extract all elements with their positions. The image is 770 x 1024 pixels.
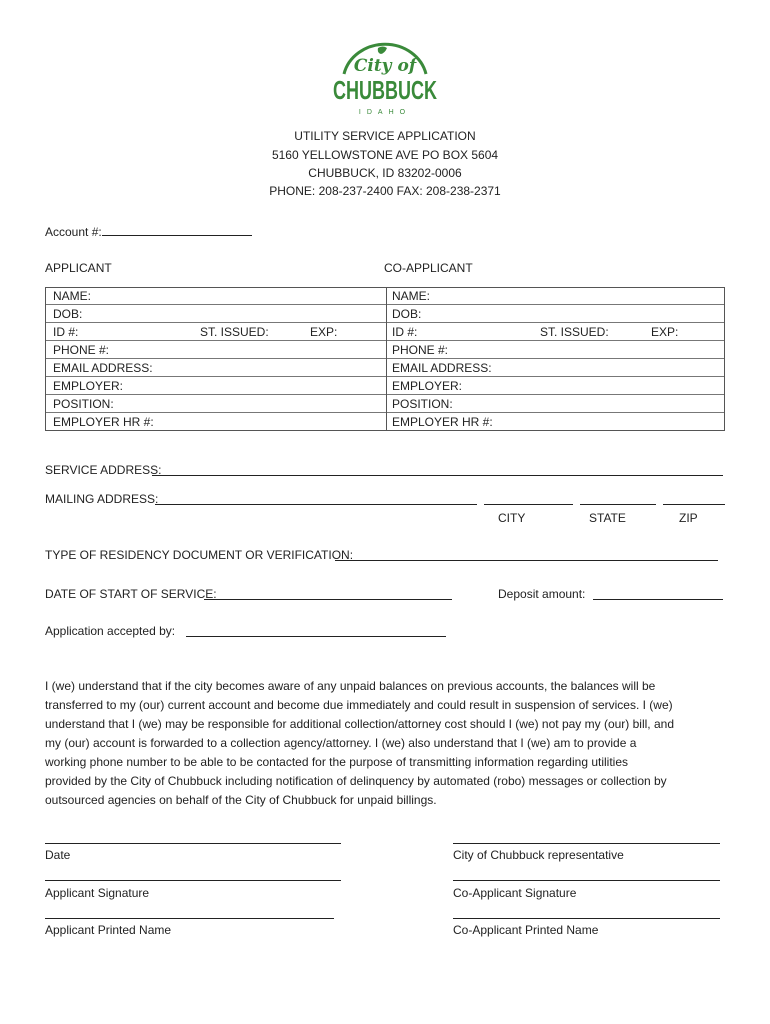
- accepted-by-input[interactable]: [186, 635, 446, 637]
- coapplicant-name-label: NAME:: [392, 289, 431, 303]
- mailing-city-input[interactable]: [484, 503, 573, 505]
- account-field: [45, 223, 252, 239]
- coapplicant-dob-row[interactable]: [387, 306, 724, 323]
- deposit-input[interactable]: [593, 598, 723, 600]
- mailing-zip-input[interactable]: [663, 503, 725, 505]
- coapplicant-employer-label: EMPLOYER:: [392, 379, 463, 393]
- deposit-label: Deposit amount:: [498, 587, 586, 601]
- residency-label: TYPE OF RESIDENCY DOCUMENT OR VERIFICATION:: [45, 548, 354, 562]
- applicant-printed-name-line[interactable]: [45, 917, 334, 919]
- applicant-table: [45, 287, 725, 431]
- coapplicant-printed-name-label: Co-Applicant Printed Name: [453, 923, 599, 937]
- coapplicant-heading: CO-APPLICANT: [384, 261, 473, 275]
- address-line: 5160 YELLOWSTONE AVE PO BOX 5604: [271, 148, 499, 162]
- applicant-exp-label: EXP:: [310, 325, 338, 339]
- applicant-phone-label: PHONE #:: [53, 343, 110, 357]
- logo-top-text: City of: [353, 56, 417, 76]
- start-date-label: DATE OF START OF SERVICE:: [45, 587, 217, 601]
- coapplicant-signature-line[interactable]: [453, 879, 720, 881]
- service-address-input[interactable]: [152, 474, 723, 476]
- applicant-email-row[interactable]: [46, 360, 386, 377]
- terms-line: understand that I (we) may be responsible for additional collection/attorney cost should I (we) not pay my (our) bill, and: [45, 717, 674, 731]
- date-label: Date: [45, 848, 71, 862]
- coapplicant-id-label: ID #:: [392, 325, 418, 339]
- applicant-position-label: POSITION:: [53, 397, 114, 411]
- applicant-email-label: EMAIL ADDRESS:: [53, 361, 153, 375]
- coapplicant-position-row[interactable]: [387, 396, 724, 413]
- terms-line: my (our) account is forwarded to a collection agency/attorney. I (we) also understand that I (we) am to provide a: [45, 736, 637, 750]
- coapplicant-email-label: EMAIL ADDRESS:: [392, 361, 492, 375]
- coapplicant-signature-label: Co-Applicant Signature: [453, 886, 577, 900]
- applicant-employer-row[interactable]: [46, 378, 386, 395]
- coapplicant-employer-row[interactable]: [387, 378, 724, 395]
- city-logo: [330, 44, 440, 118]
- applicant-id-label: ID #:: [53, 325, 79, 339]
- city-rep-label: City of Chubbuck representative: [453, 848, 624, 862]
- terms-line: I (we) understand that if the city becomes aware of any unpaid balances on previous accounts, the balances will be: [45, 679, 656, 693]
- coapplicant-printed-name-line[interactable]: [453, 917, 720, 919]
- form-title: UTILITY SERVICE APPLICATION: [294, 129, 476, 143]
- coapplicant-employer-hr-label: EMPLOYER HR #:: [392, 415, 493, 429]
- terms-line: working phone number to be able to be contacted for the purpose of transmitting information regarding utilities: [45, 755, 629, 769]
- mailing-address-label: MAILING ADDRESS:: [45, 492, 159, 506]
- coapplicant-position-label: POSITION:: [392, 397, 453, 411]
- applicant-name-row[interactable]: [46, 288, 386, 305]
- applicant-position-row[interactable]: [46, 396, 386, 413]
- applicant-dob-label: DOB:: [53, 307, 83, 321]
- applicant-st-issued-label: ST. ISSUED:: [200, 325, 269, 339]
- applicant-name-label: NAME:: [53, 289, 92, 303]
- applicant-phone-row[interactable]: [46, 342, 386, 359]
- mailing-state-input[interactable]: [580, 503, 656, 505]
- city-state-zip-line: CHUBBUCK, ID 83202-0006: [308, 166, 462, 180]
- coapplicant-email-row[interactable]: [387, 360, 724, 377]
- terms-line: outsourced agencies on behalf of the City of Chubbuck for unpaid billings.: [45, 793, 437, 807]
- applicant-employer-hr-label: EMPLOYER HR #:: [53, 415, 154, 429]
- coapplicant-name-row[interactable]: [387, 288, 724, 305]
- applicant-employer-label: EMPLOYER:: [53, 379, 124, 393]
- terms-line: transferred to my (our) current account and become due immediately and could result in suspension of services. I (we): [45, 698, 673, 712]
- applicant-printed-name-label: Applicant Printed Name: [45, 923, 172, 937]
- city-rep-signature-line[interactable]: [453, 842, 720, 844]
- phone-fax-line: PHONE: 208-237-2400 FAX: 208-238-2371: [269, 184, 501, 198]
- coapplicant-exp-label: EXP:: [651, 325, 679, 339]
- coapplicant-st-issued-label: ST. ISSUED:: [540, 325, 609, 339]
- applicant-dob-row[interactable]: [46, 306, 386, 323]
- terms-line: provided by the City of Chubbuck including notification of delinquency by automated (robo) messages or collection by: [45, 774, 667, 788]
- account-label: Account #:: [45, 225, 102, 239]
- applicant-heading: APPLICANT: [45, 261, 112, 275]
- applicant-signature-label: Applicant Signature: [45, 886, 150, 900]
- coapplicant-phone-row[interactable]: [387, 342, 724, 359]
- start-date-input[interactable]: [204, 598, 452, 600]
- coapplicant-dob-label: DOB:: [392, 307, 422, 321]
- logo-main-text: CHUBBUCK: [333, 75, 438, 105]
- city-seal-icon: [330, 44, 440, 118]
- city-label: CITY: [498, 511, 526, 525]
- terms-paragraph: [45, 677, 735, 810]
- account-input[interactable]: [102, 223, 252, 236]
- applicant-signature-line[interactable]: [45, 879, 341, 881]
- logo-sub-text: IDAHO: [358, 109, 412, 116]
- coapplicant-employer-hr-row[interactable]: [387, 414, 724, 431]
- mailing-address-input[interactable]: [155, 503, 477, 505]
- zip-label: ZIP: [679, 511, 698, 525]
- coapplicant-id-row[interactable]: [387, 324, 724, 341]
- residency-input[interactable]: [335, 559, 718, 561]
- applicant-employer-hr-row[interactable]: [46, 414, 386, 431]
- service-address-label: SERVICE ADDRESS:: [45, 463, 162, 477]
- coapplicant-phone-label: PHONE #:: [392, 343, 449, 357]
- applicant-id-row[interactable]: [46, 324, 386, 341]
- state-label: STATE: [589, 511, 626, 525]
- date-signature-line[interactable]: [45, 842, 341, 844]
- accepted-by-label: Application accepted by:: [45, 624, 176, 638]
